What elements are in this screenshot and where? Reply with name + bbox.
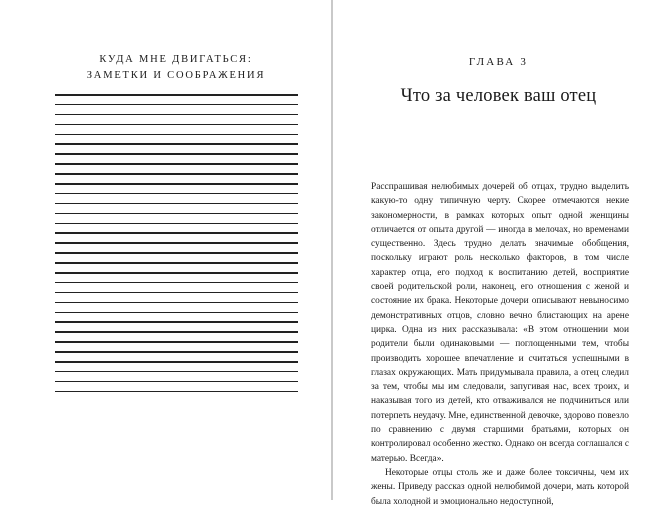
- ruled-line: [55, 341, 298, 343]
- ruled-line: [55, 223, 298, 225]
- ruled-line: [55, 312, 298, 314]
- chapter-body: [371, 180, 629, 509]
- ruled-line: [55, 321, 298, 323]
- ruled-line: [55, 331, 298, 333]
- ruled-line: [55, 173, 298, 175]
- ruled-line: [55, 203, 298, 205]
- ruled-line: [55, 272, 298, 274]
- notes-title-line-2: ЗАМЕТКИ И СООБРАЖЕНИЯ: [86, 70, 266, 81]
- right-page: [333, 0, 664, 507]
- left-page: [0, 0, 331, 500]
- ruled-line: [55, 104, 298, 106]
- ruled-notes-area: [55, 94, 298, 401]
- chapter-title: Что за человек ваш отец: [400, 86, 597, 106]
- ruled-line: [55, 153, 298, 155]
- ruled-line: [55, 381, 298, 383]
- ruled-line: [55, 183, 298, 185]
- ruled-line: [55, 193, 298, 195]
- ruled-line: [55, 94, 298, 96]
- notes-title: [40, 52, 312, 84]
- ruled-line: [55, 262, 298, 264]
- ruled-line: [55, 371, 298, 373]
- chapter-label: ГЛАВА 3: [468, 56, 529, 68]
- body-paragraph: Некоторые отцы столь же и даже более токсичны, чем их жены. Приведу рассказ одной нелюбимой дочери, мать которой была холодной и эмоционально недоступной,: [371, 467, 629, 507]
- ruled-line: [55, 163, 298, 165]
- ruled-line: [55, 292, 298, 294]
- ruled-line: [55, 124, 298, 126]
- ruled-line: [55, 361, 298, 363]
- ruled-line: [55, 134, 298, 136]
- notes-title-line-1: КУДА МНЕ ДВИГАТЬСЯ:: [99, 54, 253, 65]
- ruled-line: [55, 114, 298, 116]
- ruled-line: [55, 143, 298, 145]
- ruled-line: [55, 282, 298, 284]
- ruled-line: [55, 232, 298, 234]
- ruled-line: [55, 252, 298, 254]
- ruled-line: [55, 351, 298, 353]
- ruled-line: [55, 391, 298, 393]
- body-paragraph: Расспрашивая нелюбимых дочерей об отцах, трудно выделить какую-то одну типичную черту. Скорее отмечаются некие закономерности, в рамках которых опыт одной женщины отличается от опыта другой — иногда в мелочах, но временами существенно. Здесь трудно делать значимые обобщения, поскольку играют роль несколько факторов, в том числе характер отца, его подход к воспитанию детей, восприятие своей родительской роли, наконец, его отношения с женой и состояние их брака. Некоторые дочери описывают невыносимо демонстративных отцов, словно вечно блистающих на арене цирка. Одна из них рассказывала: «В этом отношении мои родители были одинаковыми — поглощенными тем, чтобы производить хорошее впечатление и считаться успешными в глазах окружающих. Мать придумывала правила, а отец следил за тем, чтобы мы им следовали, запугивая нас, всех троих, и наказывая того из детей, кто отваживался не подчиниться или потерпеть неудачу. Мне, единственной девочке, здорово повезло по сравнению с двумя старшими братьями, которых он контролировал особенно жестко. Однако он всегда соглашался с матерью. Всегда».: [371, 182, 629, 464]
- ruled-line: [55, 242, 298, 244]
- ruled-line: [55, 302, 298, 304]
- ruled-line: [55, 213, 298, 215]
